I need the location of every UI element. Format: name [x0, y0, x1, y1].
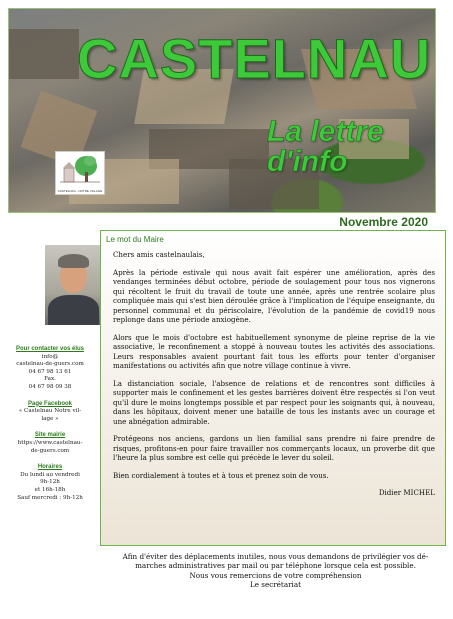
rooftop [9, 29, 79, 79]
logo-caption: CASTELNAU - NOTRE VILLAGE [57, 189, 103, 193]
contact-fax: 04 67 98 09 38 [28, 383, 72, 390]
mayor-portrait [45, 245, 102, 325]
village-logo [55, 151, 105, 195]
contact-phone: 04 67 98 13 61 [28, 368, 72, 375]
site-url-cont[interactable]: de-guers.com [30, 447, 70, 454]
facebook-page-name-cont[interactable]: lage » [41, 415, 59, 422]
contact-block [6, 346, 94, 392]
tree-icon [56, 152, 104, 188]
site-url[interactable]: https://www.castelnau- [17, 439, 83, 446]
site-heading: Site mairie [34, 432, 66, 439]
letter-paragraph: Protégeons nos anciens, gardons un lien familial sans prendre ni faire prendre de risques, profitons-en pour faire travailler nos commerçants locaux, un proverbe dit que l'heure la plus sombre est celle qui précède le lever du soleil. [113, 434, 435, 462]
letter-paragraph: La distanciation sociale, l'absence de relations et de rencontres sont difficiles à supporter mais le confinement et les gestes barrières doivent être respectés si l'on veut qu'il dure le moins longtemps possible et par respect pour les soignants qui, à nouveau, dans les hôpitaux, doivent mener une bataille de tous les instants avec un courage et une abnégation admirable. [113, 378, 435, 426]
facebook-page-name[interactable]: « Castelnau Notre vil- [18, 408, 82, 415]
contact-email[interactable]: info@ [41, 353, 59, 360]
contact-fax-label: Fax. [44, 376, 56, 383]
footer-line: Nous vous remercions de votre compréhension [189, 570, 362, 580]
footer-line: marches administratives par mail ou par téléphone lorsque cela est possible. [135, 561, 416, 571]
hours-line: Du lundi au vendredi [20, 471, 80, 478]
contact-email-domain[interactable]: castelnau-de-guers.com [16, 361, 84, 368]
hours-line: et 16h-18h [34, 486, 66, 493]
issue-date: Novembre 2020 [339, 215, 428, 229]
hours-block [6, 464, 94, 502]
letter-heading: Le mot du Maire [106, 235, 164, 244]
newsletter-subtitle: La lettre d'info [267, 115, 384, 178]
facebook-heading: Page Facebook [27, 400, 72, 407]
letter-body [113, 250, 435, 506]
footer-line: Afin d'éviter des déplacements inutiles, nous vous demandons de privilégier vos dé- [122, 552, 429, 561]
newsletter-title: CASTELNAU [77, 27, 432, 90]
hours-heading: Horaires [37, 464, 63, 471]
letter-paragraph: Bien cordialement à toutes et à tous et prenez soin de vous. [113, 470, 329, 480]
header-photo [8, 8, 436, 213]
letter-paragraph: Alors que le mois d'octobre est habituellement synonyme de pleine reprise de la vie associative, le reconfinement a stoppé à nouveau toutes les activités des associations. Leurs responsables avaient pourtant fait tous les efforts pour tenter d'organiser manifestations ou activités afin que notre village continue à vivre. [113, 332, 435, 370]
facebook-block [6, 401, 94, 424]
hours-line: 9h-12h [40, 479, 60, 486]
letter-paragraph: Après la période estivale qui nous avait fait espérer une amélioration, après des vendanges terminées début octobre, période de soulagement pour tous nos vignerons qui récoltent le fruit du travail de toute une année, après une rentrée scolaire plus compliquée mais qui s'est bien déroulée grâce à l'implication de l'équipe enseignante, du personnel communal et du périscolaire, l'évolution de la pandémie de covid19 nous replonge dans une période anxiogène. [113, 267, 435, 324]
footer-notice [98, 552, 453, 590]
mayor-letter-box [100, 230, 446, 546]
sidebar [6, 342, 94, 511]
letter-greeting: Chers amis castelnaulais, [113, 250, 205, 259]
footer-line: Le secrétariat [249, 580, 302, 590]
letter-signature: Didier MICHEL [378, 488, 435, 497]
hours-line: Sauf mercredi : 9h-12h [17, 494, 83, 501]
site-block [6, 432, 94, 455]
contact-heading: Pour contacter vos élus [15, 346, 85, 352]
